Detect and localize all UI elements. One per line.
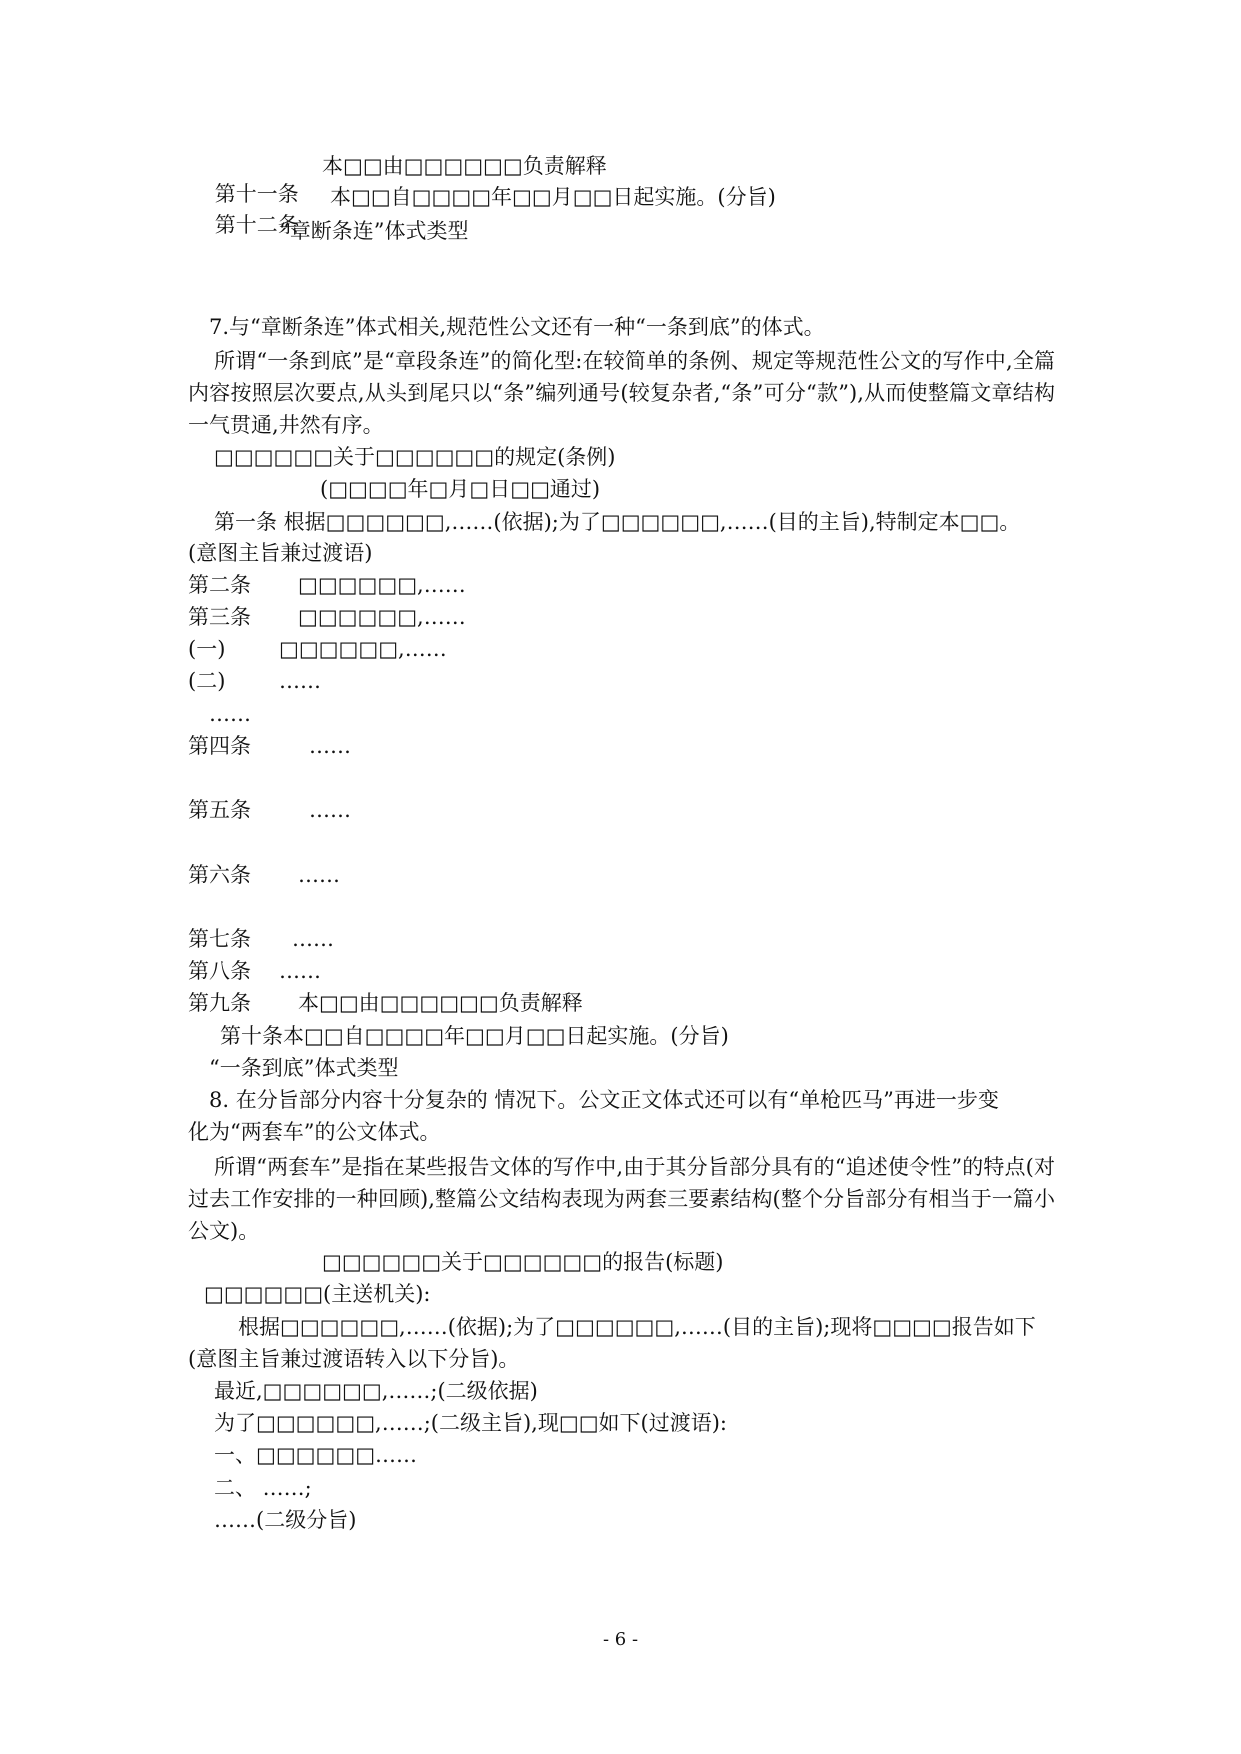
article-label: 第十一条 [214,182,299,206]
article-4-text: …… [309,734,351,758]
paragraph-yitiaodaodi: 所谓“一条到底”是“章段条连”的简化型:在较简单的条例、规定等规范性公文的写作中,全篇内容按照层次要点,从头到尾只以“条”编列通号(较复杂者,“条”可分“款”),从而使整篇文章结构一气贯通,井然有序。 [188,349,1055,437]
article-2-text: □□□□□□,…… [298,573,466,597]
article-10: 第十条本□□自□□□□年□□月□□日起实施。(分旨) [220,1024,729,1048]
section-7-heading: 7.与“章断条连”体式相关,规范性公文还有一种“一条到底”的体式。 [209,315,825,339]
article-12-text: 本□□自□□□□年□□月□□日起实施。(分旨) [330,185,776,209]
caption-yitiaodaodi: “一条到底”体式类型 [209,1056,399,1080]
article-6-text: …… [298,863,340,887]
report-title: □□□□□□关于□□□□□□的报告(标题) [322,1250,724,1274]
item-1-label: (一) [188,637,226,661]
caption-zhangduan-tiaolian: “章断条连”体式类型 [279,219,469,243]
article-8-label: 第八条 [188,959,251,983]
section-8-heading: 8. 在分旨部分内容十分复杂的 情况下。公文正文体式还可以有“单枪匹马”再进一步变 [209,1088,999,1112]
article-2-label: 第二条 [188,573,251,597]
item-2-label: (二) [188,669,226,693]
article-9-text: 本□□由□□□□□□负责解释 [298,991,583,1015]
article-1-note: (意图主旨兼过渡语) [188,541,373,565]
report-level2-basis: 最近,□□□□□□,……;(二级依据) [214,1379,538,1403]
article-11-text: 本□□由□□□□□□负责解释 [322,154,607,178]
ellipsis-line: …… [209,702,251,726]
article-3-text: □□□□□□,…… [298,605,466,629]
report-recipient: □□□□□□(主送机关): [204,1282,431,1306]
article-4-label: 第四条 [188,734,251,758]
section-8-heading-cont: 化为“两套车”的公文体式。 [188,1120,441,1144]
regulation-title: □□□□□□关于□□□□□□的规定(条例) [214,445,616,469]
article-label: 第十二条 [214,213,299,237]
article-3-label: 第三条 [188,605,251,629]
report-basis-note: (意图主旨兼过渡语转入以下分旨)。 [188,1347,520,1371]
regulation-date: (□□□□年□月□日□□通过) [320,477,601,501]
report-basis: 根据□□□□□□,……(依据);为了□□□□□□,……(目的主旨);现将□□□□报告如下 [238,1315,1036,1339]
report-level2-points: ……(二级分旨) [214,1508,357,1532]
article-5-text: …… [309,798,351,822]
item-2-text: …… [279,669,321,693]
item-1-text: □□□□□□,…… [279,637,447,661]
article-1: 第一条 根据□□□□□□,……(依据);为了□□□□□□,……(目的主旨),特制定本□□。 [214,510,1021,534]
report-item-1: 一、□□□□□□…… [214,1443,418,1467]
article-8-text: …… [279,959,321,983]
article-7-label: 第七条 [188,927,251,951]
paragraph-liangtaoche: 所谓“两套车”是指在某些报告文体的写作中,由于其分旨部分具有的“追述使令性”的特点(对过去工作安排的一种回顾),整篇公文结构表现为两套三要素结构(整个分旨部分有相当于一篇小公文)。 [188,1155,1055,1243]
report-level2-purpose: 为了□□□□□□,……;(二级主旨),现□□如下(过渡语): [214,1411,728,1435]
article-9-label: 第九条 [188,991,251,1015]
article-7-text: …… [292,927,334,951]
page-number: - 6 - [602,1629,639,1650]
article-5-label: 第五条 [188,798,251,822]
article-6-label: 第六条 [188,863,251,887]
report-item-2: 二、 ……; [214,1476,312,1500]
